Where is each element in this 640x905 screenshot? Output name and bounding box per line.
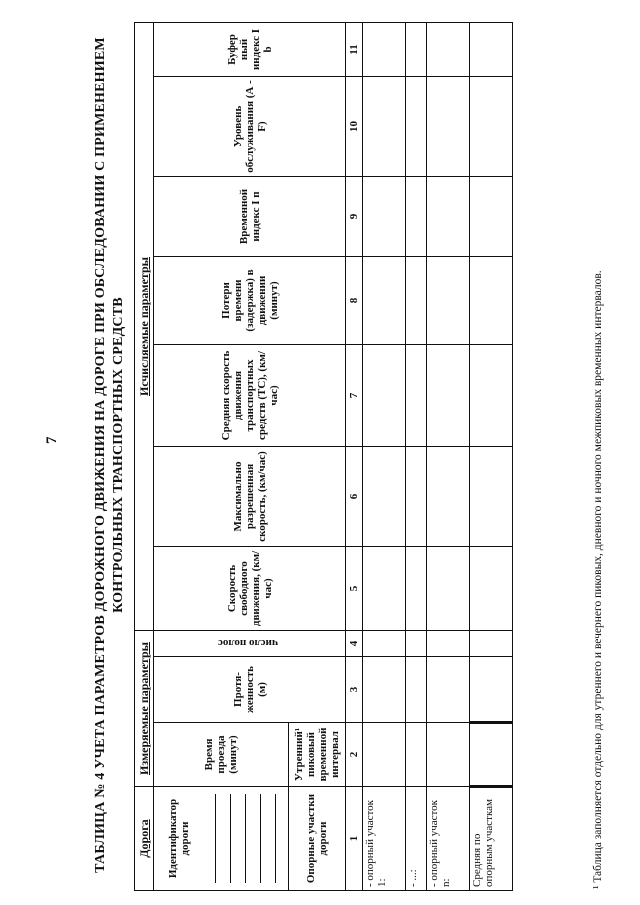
table-cell[interactable] — [470, 546, 513, 630]
col-number: 6 — [346, 446, 363, 546]
group-road: Дорога — [135, 787, 154, 891]
col-lanes-label: число полос — [217, 637, 279, 650]
table-cell[interactable] — [427, 657, 470, 723]
col-number: 8 — [346, 256, 363, 344]
group-header-row — [135, 22, 154, 890]
row-label: - опорный участок 1: — [363, 787, 406, 891]
group-computed: Исчисляемые параметры — [135, 22, 154, 630]
col-segments: Опорные участки дороги — [289, 787, 346, 891]
table-cell[interactable] — [406, 176, 427, 256]
table-cell[interactable] — [406, 22, 427, 76]
table-cell[interactable] — [470, 630, 513, 656]
table-row — [470, 22, 513, 890]
col-max-speed: Максимально разрешенная скорость, (км/час) — [154, 446, 346, 546]
table-cell[interactable] — [363, 344, 406, 446]
group-measured: Измеряемые параметры — [135, 630, 154, 786]
table-cell[interactable] — [470, 256, 513, 344]
table-cell[interactable] — [427, 446, 470, 546]
table-cell[interactable] — [470, 176, 513, 256]
table-cell[interactable] — [427, 723, 470, 787]
table-cell[interactable] — [406, 657, 427, 723]
parameters-table — [134, 22, 513, 891]
col-free-speed: Скорость свободного движения, (км/час) — [154, 546, 346, 630]
col-time-loss: Потери времени (задержка) в движении (минут) — [154, 256, 346, 344]
table-cell[interactable] — [470, 76, 513, 176]
table-cell[interactable] — [406, 446, 427, 546]
table-cell[interactable] — [427, 176, 470, 256]
col-number: 1 — [346, 787, 363, 891]
table-cell[interactable] — [363, 723, 406, 787]
row-label: - ...: — [406, 787, 427, 891]
column-header-row — [154, 22, 289, 890]
col-number: 2 — [346, 723, 363, 787]
col-buffer-index: Буфер ный индекс I b — [154, 22, 346, 76]
col-road-id — [154, 787, 289, 891]
col-road-id-label: Идентификатор дороги — [166, 798, 191, 879]
table-row — [363, 22, 406, 890]
table-cell[interactable] — [427, 76, 470, 176]
table-cell[interactable] — [427, 546, 470, 630]
title-line-2: КОНТРОЛЬНЫХ ТРАНСПОРТНЫХ СРЕДСТВ — [111, 297, 126, 613]
table-cell[interactable] — [363, 630, 406, 656]
col-service-level: Уровень обслуживания (А - F) — [154, 76, 346, 176]
table-cell[interactable] — [470, 723, 513, 787]
col-avg-speed: Средняя скорость движения транспортных средств (ТС), (км/час) — [154, 344, 346, 446]
col-number: 4 — [346, 630, 363, 656]
table-cell[interactable] — [427, 630, 470, 656]
table-cell[interactable] — [427, 256, 470, 344]
table-cell[interactable] — [406, 546, 427, 630]
title-line-1: ТАБЛИЦА № 4 УЧЕТА ПАРАМЕТРОВ ДОРОЖНОГО ДВИЖЕНИЯ НА ДОРОГЕ ПРИ ОБСЛЕДОВАНИИ С ПРИМЕНЕНИЕМ — [93, 37, 108, 873]
col-number: 5 — [346, 546, 363, 630]
row-label: Средняя по опорным участкам — [470, 787, 513, 891]
page-number: 7 — [44, 436, 60, 444]
table-cell[interactable] — [363, 76, 406, 176]
table-cell[interactable] — [427, 22, 470, 76]
col-lanes — [154, 630, 346, 656]
col-morning-peak: Утренний¹ пиковый временной интервал — [289, 723, 346, 787]
col-number: 7 — [346, 344, 363, 446]
table-cell[interactable] — [363, 446, 406, 546]
road-id-blank-lines — [201, 790, 276, 887]
column-number-row — [346, 22, 363, 890]
col-number: 10 — [346, 76, 363, 176]
table-cell[interactable] — [406, 256, 427, 344]
table-cell[interactable] — [406, 630, 427, 656]
table-cell[interactable] — [406, 344, 427, 446]
col-number: 11 — [346, 22, 363, 76]
table-cell[interactable] — [363, 22, 406, 76]
document-title — [92, 15, 128, 895]
table-cell[interactable] — [363, 546, 406, 630]
col-number: 9 — [346, 176, 363, 256]
table-cell[interactable] — [406, 76, 427, 176]
table-cell[interactable] — [363, 657, 406, 723]
footnote: ¹ Таблица заполняется отдельно для утреннего и вечернего пиковых, дневного и ночного межпиковых временных интервалов. — [592, 270, 604, 889]
table-row — [406, 22, 427, 890]
table-cell[interactable] — [470, 446, 513, 546]
col-length: Протя-женность (м) — [154, 657, 346, 723]
col-time-index: Временной индекс I п — [154, 176, 346, 256]
table-cell[interactable] — [427, 344, 470, 446]
table-cell[interactable] — [470, 344, 513, 446]
table-cell[interactable] — [470, 22, 513, 76]
table-cell[interactable] — [363, 256, 406, 344]
col-travel-time: Время проезда (минут) — [154, 723, 289, 787]
table-cell[interactable] — [363, 176, 406, 256]
row-label: - опорный участок n: — [427, 787, 470, 891]
table-row — [427, 22, 470, 890]
table-cell[interactable] — [406, 723, 427, 787]
table-cell[interactable] — [470, 657, 513, 723]
col-number: 3 — [346, 657, 363, 723]
rotated-table-sheet — [92, 15, 612, 895]
